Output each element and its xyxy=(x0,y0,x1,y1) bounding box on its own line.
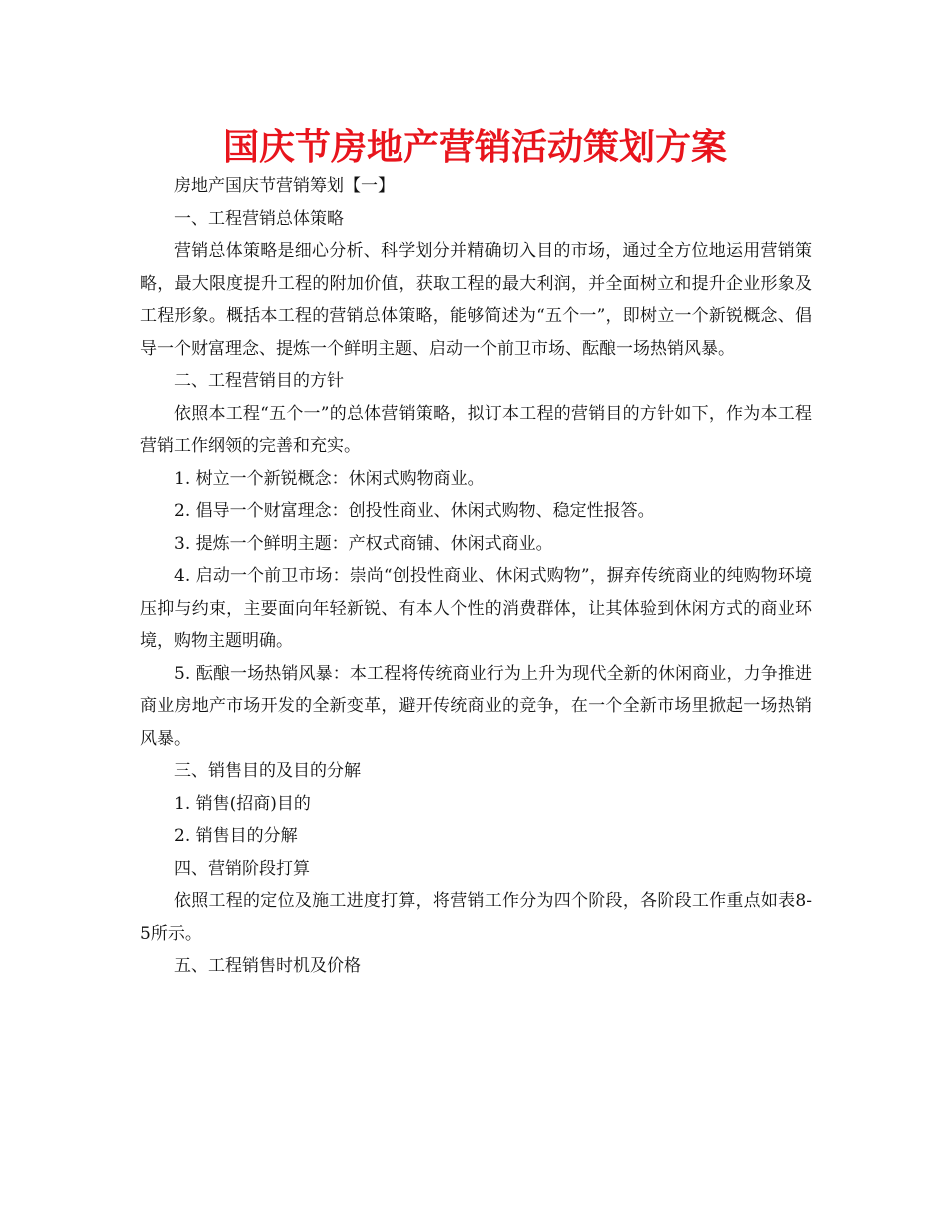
paragraph-body: 依照本工程“五个一”的总体营销策略，拟订本工程的营销目的方针如下，作为本工程营销工作纲领的完善和充实。 xyxy=(140,403,812,456)
list-item: 3. 提炼一个鲜明主题：产权式商铺、休闲式商业。 xyxy=(174,533,553,554)
list-item: 1. 销售(招商)目的 xyxy=(174,793,311,814)
paragraph-body: 依照工程的定位及施工进度打算，将营销工作分为四个阶段，各阶段工作重点如表8-5所示。 xyxy=(140,891,812,944)
list-item: 1. 树立一个新锐概念：休闲式购物商业。 xyxy=(174,468,485,489)
paragraph-heading-1: 一、工程营销总体策略 xyxy=(174,208,344,229)
list-item: 4. 启动一个前卫市场：崇尚“创投性商业、休闲式购物”，摒弃传统商业的纯购物环境压抑与约束，主要面向年轻新锐、有本人个性的消费群体，让其体验到休闲方式的商业环境，购物主题明确。 xyxy=(140,566,812,651)
paragraph-section-heading: 房地产国庆节营销筹划【一】 xyxy=(174,176,395,196)
list-item: 2. 倡导一个财富理念：创投性商业、休闲式购物、稳定性报答。 xyxy=(174,501,655,521)
paragraph-heading-3: 三、销售目的及目的分解 xyxy=(174,761,361,781)
paragraph-heading-5: 五、工程销售时机及价格 xyxy=(174,956,361,976)
paragraph-heading-2: 二、工程营销目的方针 xyxy=(174,371,344,391)
list-item: 5. 酝酿一场热销风暴：本工程将传统商业行为上升为现代全新的休闲商业，力争推进商业房地产市场开发的全新变革，避开传统商业的竞争，在一个全新市场里掀起一场热销风暴。 xyxy=(140,663,812,749)
paragraph-heading-4: 四、营销阶段打算 xyxy=(174,858,310,879)
document-body xyxy=(140,170,812,983)
list-item: 2. 销售目的分解 xyxy=(174,826,298,846)
paragraph-body: 营销总体策略是细心分析、科学划分并精确切入目的市场，通过全方位地运用营销策略，最大限度提升工程的附加价值，获取工程的最大利润，并全面树立和提升企业形象及工程形象。概括本工程的营销总体策略，能够简述为“五个一”，即树立一个新锐概念、倡导一个财富理念、提炼一个鲜明主题、启动一个前卫市场、酝酿一场热销风暴。 xyxy=(140,241,812,359)
document-title: 国庆节房地产营销活动策划方案 xyxy=(222,127,727,168)
